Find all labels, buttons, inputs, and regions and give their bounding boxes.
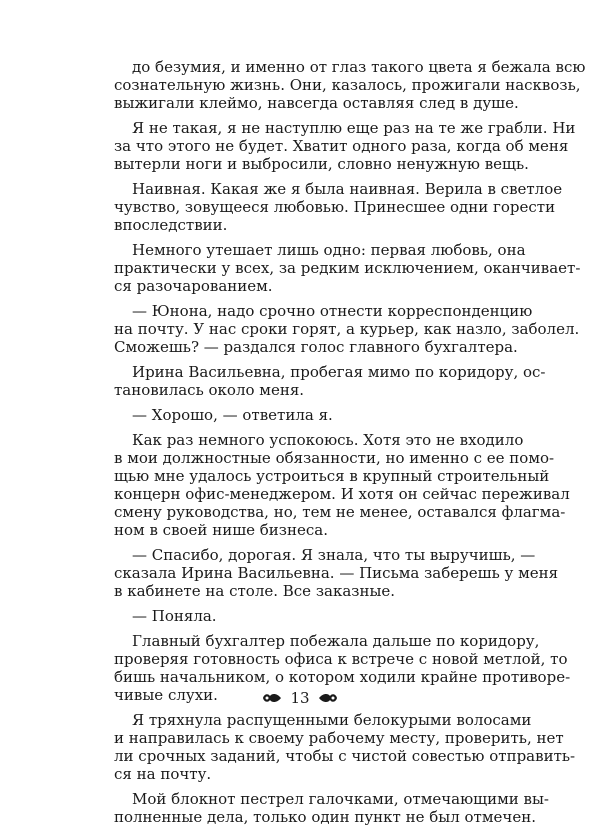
text-line: Сможешь? — раздался голос главного бухгалтера. bbox=[114, 338, 518, 356]
text-line: Главный бухгалтер побежала дальше по коридору, bbox=[132, 632, 540, 650]
text-line: ном в своей нише бизнеса. bbox=[114, 521, 328, 539]
text-line: Я тряхнула распущенными белокурыми волосами bbox=[132, 711, 532, 729]
paragraph bbox=[114, 119, 576, 173]
text-line: Наивная. Какая же я была наивная. Верила в светлое bbox=[132, 180, 563, 198]
paragraph bbox=[114, 546, 559, 600]
text-line: полненные дела, только один пункт не был отмечен. bbox=[114, 808, 536, 826]
text-line: в кабинете на столе. Все заказные. bbox=[114, 582, 396, 600]
text-line: Как раз немного успокоюсь. Хотя это не входило bbox=[132, 431, 524, 449]
text-line: за что этого не будет. Хватит одного раза, когда об меня bbox=[114, 137, 569, 155]
text-line: Ирина Васильевна, пробегая мимо по коридору, ос- bbox=[132, 363, 546, 381]
text-line: сказала Ирина Васильевна. — Письма заберешь у меня bbox=[114, 564, 559, 582]
text-line: сознательную жизнь. Они, казалось, прожигали насквозь, bbox=[114, 76, 581, 94]
text-line: Я не такая, я не наступлю еще раз на те же грабли. Ни bbox=[132, 119, 576, 137]
text-line: ся на почту. bbox=[114, 765, 212, 783]
text-line: Немного утешает лишь одно: первая любовь, она bbox=[132, 241, 526, 259]
text-line: концерн офис-менеджером. И хотя он сейчас переживал bbox=[114, 485, 570, 503]
page-number: 13 bbox=[290, 689, 310, 707]
text-line: ся разочарованием. bbox=[114, 277, 273, 295]
paragraph bbox=[114, 431, 570, 539]
paragraph bbox=[114, 363, 546, 399]
text-line: тановилась около меня. bbox=[114, 381, 305, 399]
text-line: чувство, зовущееся любовью. Принесшее одни горести bbox=[114, 198, 556, 216]
text-line: выжигали клеймо, навсегда оставляя след в душе. bbox=[114, 94, 519, 112]
fleuron-left-icon bbox=[262, 691, 282, 705]
text-line: чивые слухи. bbox=[114, 686, 218, 704]
text-line: до безумия, и именно от глаз такого цвета я бежала всю bbox=[132, 58, 586, 76]
text-line: вытерли ноги и выбросили, словно ненужную вещь. bbox=[114, 155, 529, 173]
text-line: Мой блокнот пестрел галочками, отмечающими вы- bbox=[132, 790, 549, 808]
text-line: щью мне удалось устроиться в крупный строительный bbox=[114, 467, 550, 485]
paragraph bbox=[114, 241, 581, 295]
paragraph bbox=[114, 406, 488, 424]
text-line: — Хорошо, — ответила я. bbox=[132, 406, 333, 424]
text-line: — Юнона, надо срочно отнести корреспонденцию bbox=[132, 302, 533, 320]
page-footer bbox=[0, 688, 600, 708]
paragraph bbox=[114, 302, 580, 356]
text-line: проверяя готовность офиса к встрече с новой метлой, то bbox=[114, 650, 568, 668]
fleuron-right-icon bbox=[318, 691, 338, 705]
text-line: на почту. У нас сроки горят, а курьер, как назло, заболел. bbox=[114, 320, 580, 338]
text-line: ли срочных заданий, чтобы с чистой совестью отправить- bbox=[114, 747, 576, 765]
text-line: — Спасибо, дорогая. Я знала, что ты выручишь, — bbox=[132, 546, 536, 564]
text-line: смену руководства, но, тем не менее, оставался флагма- bbox=[114, 503, 566, 521]
paragraph bbox=[114, 711, 576, 783]
paragraph bbox=[114, 180, 563, 234]
paragraph bbox=[114, 58, 586, 112]
text-line: бишь начальником, о котором ходили крайне противоре- bbox=[114, 668, 571, 686]
text-line: практически у всех, за редким исключением, оканчивает- bbox=[114, 259, 581, 277]
text-line: — Поняла. bbox=[132, 607, 217, 625]
text-line: в мои должностные обязанности, но именно с ее помо- bbox=[114, 449, 555, 467]
text-line: впоследствии. bbox=[114, 216, 228, 234]
body-text bbox=[114, 58, 586, 833]
paragraph bbox=[114, 607, 488, 625]
text-line: и направилась к своему рабочему месту, проверить, нет bbox=[114, 729, 564, 747]
paragraph bbox=[114, 790, 549, 826]
